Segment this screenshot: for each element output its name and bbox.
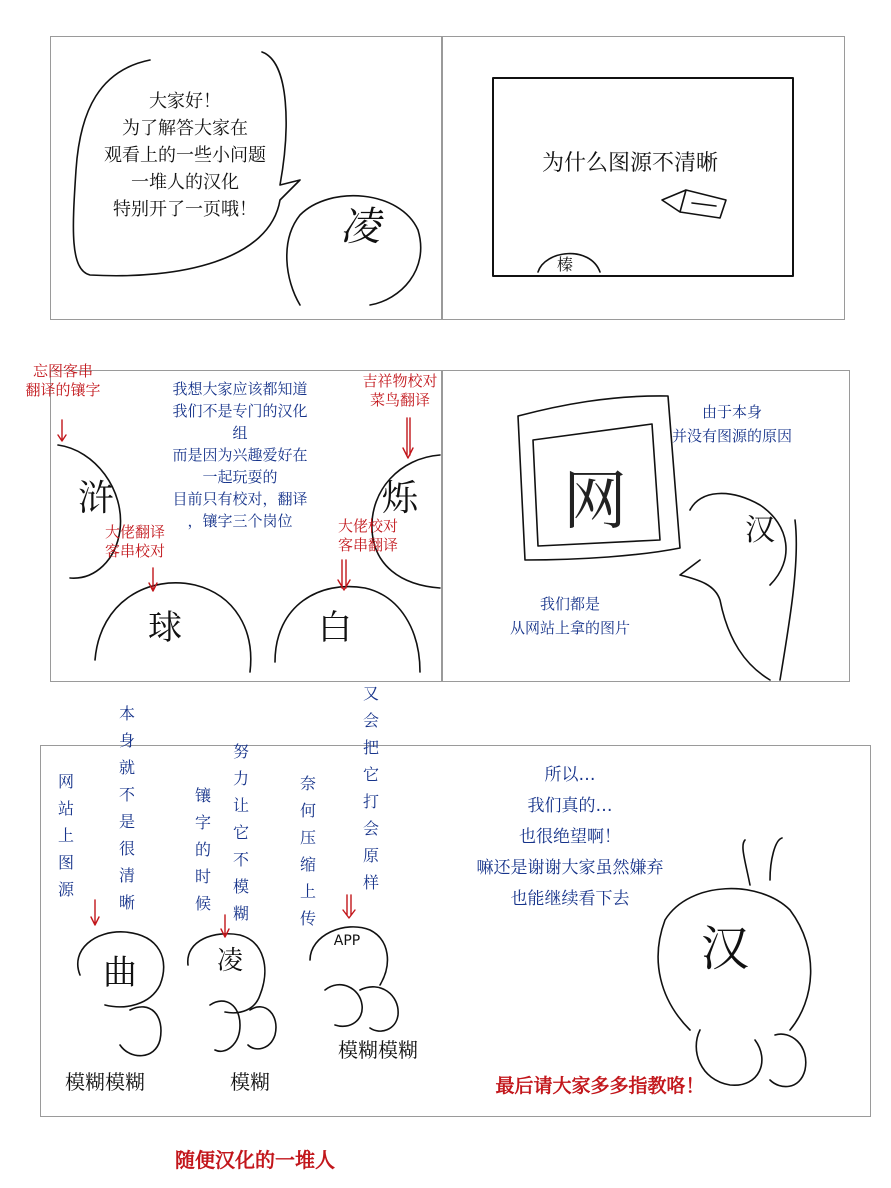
board-glyph: 网 — [563, 465, 627, 539]
right-line: 也很绝望啊！ — [519, 827, 621, 847]
speech-line: 特别开了一页哦！ — [113, 199, 257, 220]
glyph-qiu: 球 — [148, 608, 182, 648]
label-line: 吉祥物校对 — [362, 372, 438, 390]
right-line: 嘛还是谢谢大家虽然嫌弃 — [476, 858, 664, 878]
character-ling-glyph: 凌 — [340, 204, 380, 250]
speech-line: 为了解答大家在 — [122, 118, 248, 139]
peek-glyph: 榛 — [556, 255, 573, 274]
closing-text: 最后请大家多多指教咯！ — [495, 1075, 705, 1097]
blur-label-1: 模糊模糊 — [65, 1070, 145, 1094]
label-line: 忘图客串 — [32, 362, 93, 380]
char-han-glyph: 汉 — [745, 513, 775, 548]
big-char-glyph: 汉 — [700, 921, 749, 977]
center-line: ，镶字三个岗位 — [187, 512, 293, 530]
glyph-hu: 浒 — [77, 478, 114, 519]
glyph-shuo: 烁 — [381, 478, 418, 519]
right-line: 所以… — [544, 765, 596, 785]
vertical-text-col1: 网站上图源 — [57, 772, 74, 899]
center-line: 我想大家应该都知道 — [172, 380, 308, 398]
label-line: 客串翻译 — [337, 536, 398, 554]
panel-5-right-text — [420, 760, 720, 915]
right-line: 也能继续看下去 — [510, 889, 630, 909]
char2-glyph: 凌 — [216, 946, 243, 976]
info-line: 从网站上拿的图片 — [509, 619, 630, 637]
center-line: 而是因为兴趣爱好在 — [172, 446, 308, 464]
vertical-text-col5: 奈何压缩上传 — [299, 774, 316, 928]
label-line: 菜鸟翻译 — [369, 391, 430, 409]
label-line: 客串校对 — [104, 542, 165, 560]
footer-signature: 随便汉化的一堆人 — [175, 1148, 335, 1172]
center-line: 一起玩耍的 — [202, 468, 278, 486]
info-line: 并没有图源的原因 — [671, 427, 792, 445]
center-line: 组 — [232, 424, 248, 442]
vertical-text-col3: 镶字的时候 — [194, 786, 211, 913]
label-line: 翻译的镶字 — [25, 381, 101, 399]
right-line: 我们真的… — [527, 796, 613, 816]
char1-glyph: 曲 — [103, 953, 137, 993]
info-line: 由于本身 — [701, 403, 762, 421]
vertical-text-col6: 又会把它打会原样 — [362, 684, 379, 892]
speech-line: 观看上的一些小问题 — [104, 145, 266, 166]
glyph-bai: 白 — [318, 608, 352, 648]
center-line: 我们不是专门的汉化 — [172, 402, 308, 420]
label-line: 大佬翻译 — [104, 523, 165, 541]
blur-label-2: 模糊 — [230, 1070, 270, 1094]
center-line: 目前只有校对，翻译 — [172, 490, 308, 508]
vertical-text-col2: 本身就不是很清晰 — [118, 704, 135, 912]
char3-glyph: APP — [333, 933, 361, 949]
blur-label-3: 模糊模糊 — [338, 1038, 418, 1062]
info-line: 我们都是 — [539, 595, 600, 613]
speech-line: 大家好！ — [149, 91, 221, 112]
label-line: 大佬校对 — [337, 517, 398, 535]
speech-line: 一堆人的汉化 — [131, 172, 239, 193]
vertical-text-col4: 努力让它不模糊 — [232, 742, 249, 923]
board-text: 为什么图源不清晰 — [541, 151, 718, 176]
